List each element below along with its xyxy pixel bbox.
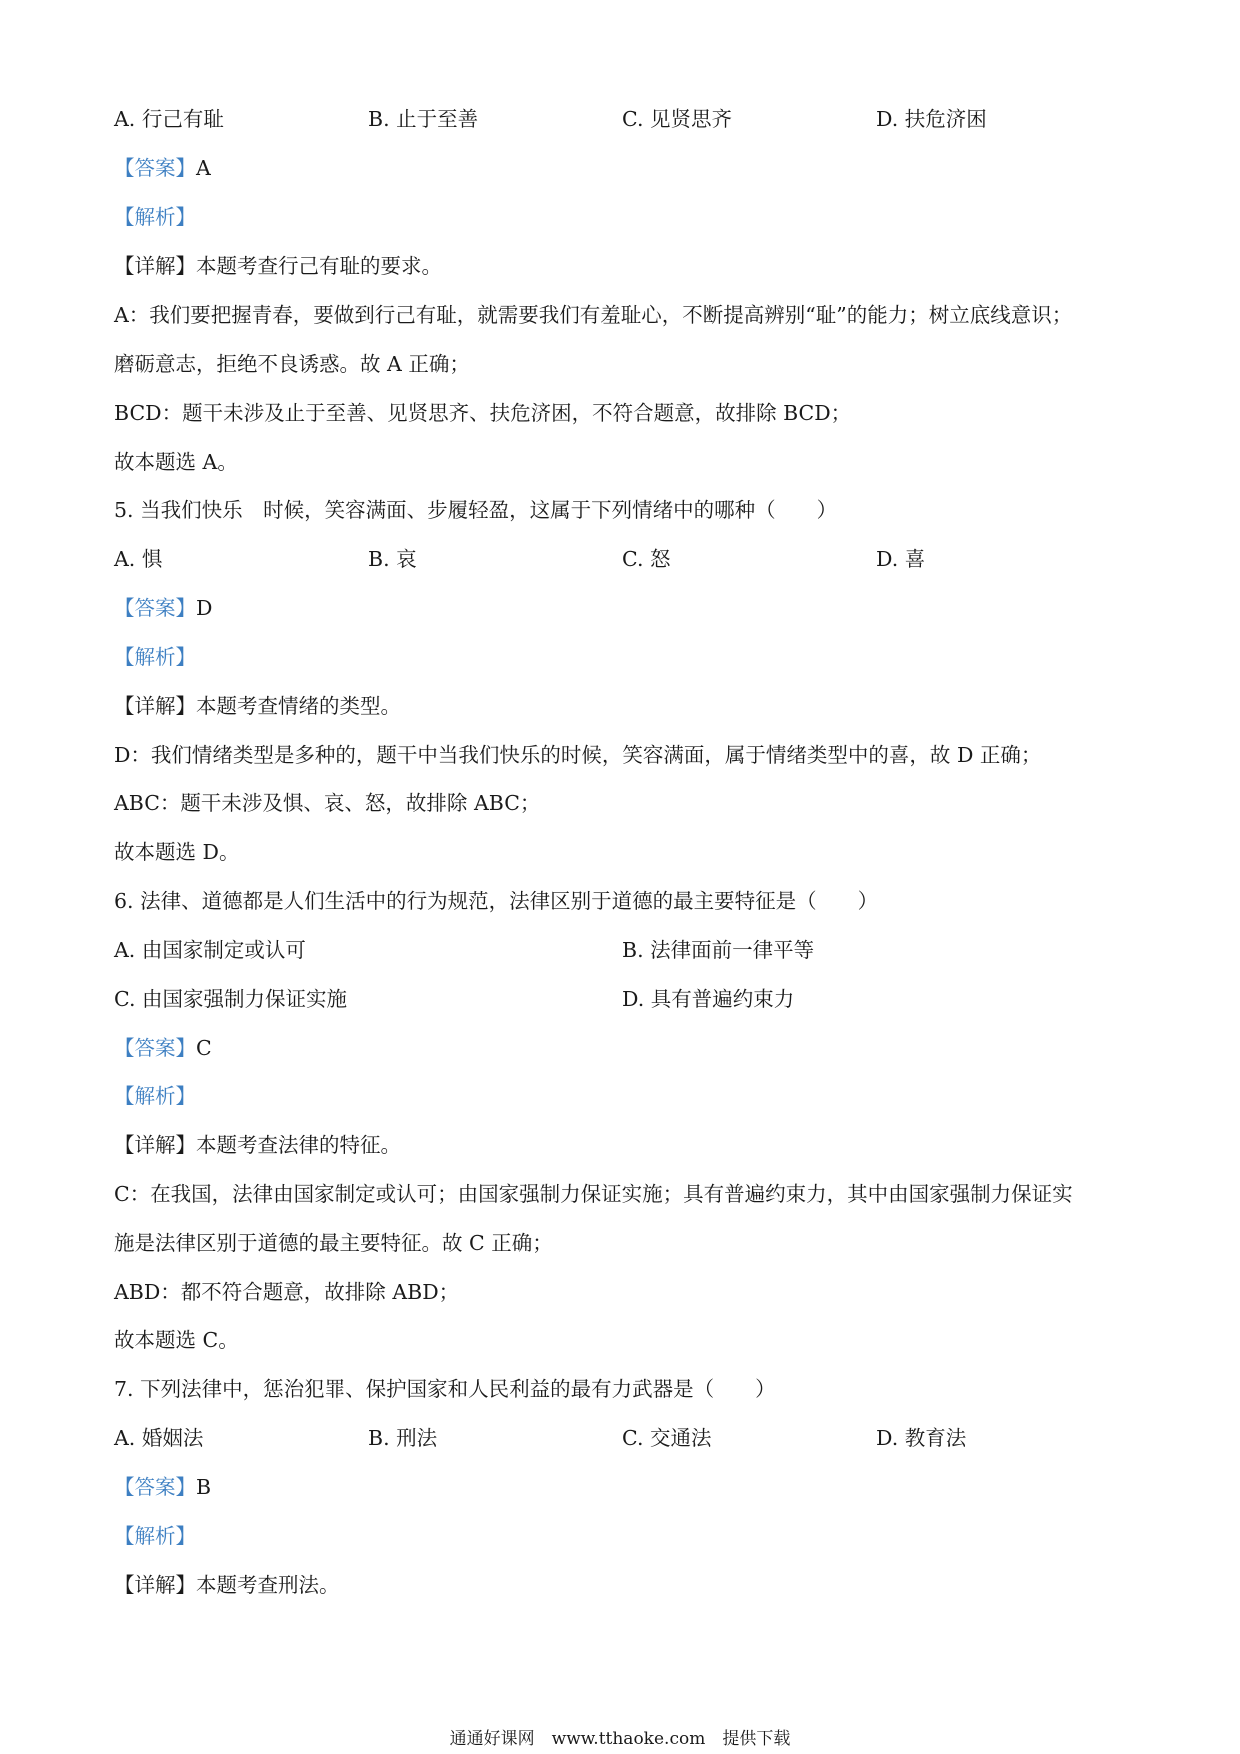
answer-value: C bbox=[196, 1036, 212, 1060]
q4-conclusion: 故本题选 A。 bbox=[114, 450, 238, 474]
q4-option-d: D. 扶危济困 bbox=[876, 107, 987, 131]
q6-option-b: B. 法律面前一律平等 bbox=[622, 938, 815, 962]
q5-option-d: D. 喜 bbox=[876, 547, 926, 571]
q7-option-c: C. 交通法 bbox=[622, 1426, 712, 1450]
q4-option-c: C. 见贤思齐 bbox=[622, 107, 732, 131]
q4-option-a: A. 行己有耻 bbox=[114, 107, 224, 131]
q7-detail: 【详解】本题考查刑法。 bbox=[114, 1573, 340, 1597]
q5-answer bbox=[114, 594, 212, 622]
q6-detail: 【详解】本题考查法律的特征。 bbox=[114, 1133, 401, 1157]
q7-analysis-tag: 【解析】 bbox=[114, 1524, 196, 1548]
q5-question: 5. 当我们快乐 时候，笑容满面、步履轻盈，这属于下列情绪中的哪种（ ） bbox=[114, 498, 838, 522]
q4-detail: 【详解】本题考查行己有耻的要求。 bbox=[114, 254, 442, 278]
q6-conclusion: 故本题选 C。 bbox=[114, 1328, 239, 1352]
q6-question: 6. 法律、道德都是人们生活中的行为规范，法律区别于道德的最主要特征是（ ） bbox=[114, 889, 879, 913]
answer-value: D bbox=[196, 596, 213, 620]
q5-option-a: A. 惧 bbox=[114, 547, 163, 571]
answer-tag: 【答案】 bbox=[114, 1036, 196, 1060]
q7-option-a: A. 婚姻法 bbox=[114, 1426, 204, 1450]
q4-explain-2: 磨砺意志，拒绝不良诱惑。故 A 正确； bbox=[114, 352, 470, 376]
q5-conclusion: 故本题选 D。 bbox=[114, 840, 240, 864]
q4-analysis-tag: 【解析】 bbox=[114, 205, 196, 229]
q4-answer bbox=[114, 154, 211, 182]
q6-analysis-tag: 【解析】 bbox=[114, 1084, 196, 1108]
q7-answer bbox=[114, 1473, 211, 1501]
q7-question: 7. 下列法律中，惩治犯罪、保护国家和人民利益的最有力武器是（ ） bbox=[114, 1377, 776, 1401]
answer-tag: 【答案】 bbox=[114, 156, 196, 180]
q6-explain-1: C：在我国，法律由国家制定或认可；由国家强制力保证实施；具有普遍约束力，其中由国家强制力保证实 bbox=[114, 1182, 1073, 1206]
q7-option-d: D. 教育法 bbox=[876, 1426, 967, 1450]
answer-value: A bbox=[196, 156, 211, 180]
q5-option-b: B. 哀 bbox=[368, 547, 417, 571]
q6-answer bbox=[114, 1034, 212, 1062]
q6-option-d: D. 具有普遍约束力 bbox=[622, 987, 795, 1011]
page-footer: 通通好课网 www.tthaoke.com 提供下载 bbox=[449, 1729, 791, 1749]
q6-option-a: A. 由国家制定或认可 bbox=[114, 938, 306, 962]
q5-detail: 【详解】本题考查情绪的类型。 bbox=[114, 694, 401, 718]
q4-explain-3: BCD：题干未涉及止于至善、见贤思齐、扶危济困，不符合题意，故排除 BCD； bbox=[114, 401, 852, 425]
answer-tag: 【答案】 bbox=[114, 596, 196, 620]
answer-value: B bbox=[196, 1475, 212, 1499]
q5-option-c: C. 怒 bbox=[622, 547, 671, 571]
q6-explain-3: ABD：都不符合题意，故排除 ABD； bbox=[114, 1280, 460, 1304]
q4-option-b: B. 止于至善 bbox=[368, 107, 479, 131]
q6-option-c: C. 由国家强制力保证实施 bbox=[114, 987, 347, 1011]
answer-tag: 【答案】 bbox=[114, 1475, 196, 1499]
q5-explain-2: ABC：题干未涉及惧、哀、怒，故排除 ABC； bbox=[114, 791, 541, 815]
q5-explain-1: D：我们情绪类型是多种的，题干中当我们快乐的时候，笑容满面，属于情绪类型中的喜，故 D 正确； bbox=[114, 743, 1042, 767]
q7-option-b: B. 刑法 bbox=[368, 1426, 438, 1450]
q4-explain-1: A：我们要把握青春，要做到行己有耻，就需要我们有羞耻心，不断提高辨别“耻”的能力；树立底线意识； bbox=[114, 303, 1073, 327]
q5-analysis-tag: 【解析】 bbox=[114, 645, 196, 669]
q6-explain-2: 施是法律区别于道德的最主要特征。故 C 正确； bbox=[114, 1231, 553, 1255]
